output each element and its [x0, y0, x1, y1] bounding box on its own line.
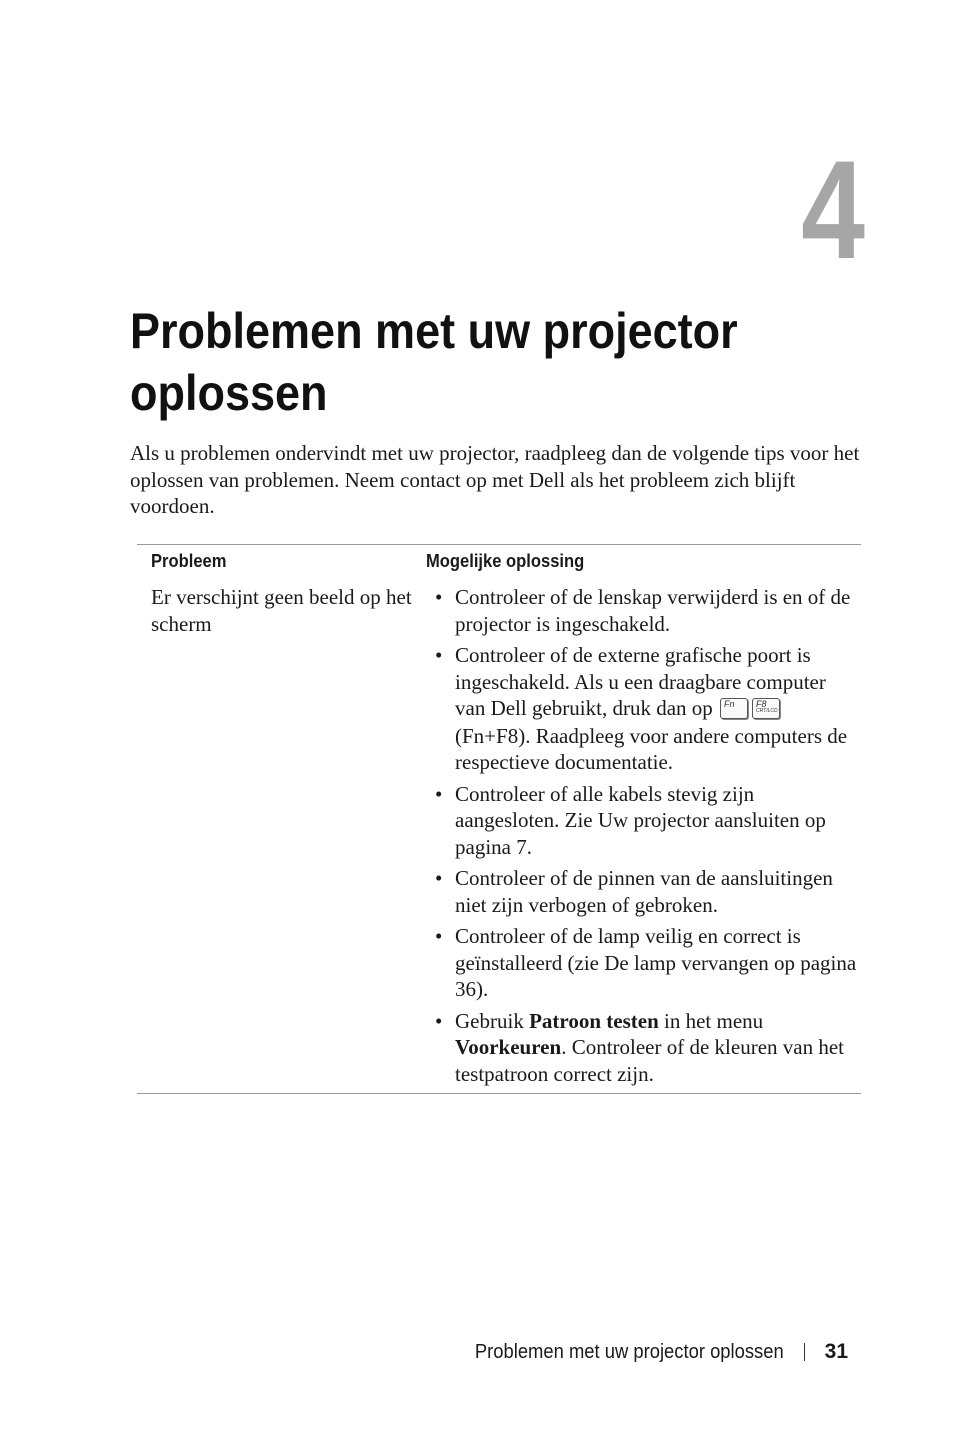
solution-text: (Fn+F8). Raadpleeg voor andere computers de respectieve documentatie.: [455, 723, 848, 775]
footer-separator: [804, 1343, 805, 1361]
table-header: [137, 545, 861, 584]
solution-text: . Controleer of de kleuren van het testpatroon correct zijn.: [455, 1035, 845, 1086]
solution-text: in het menu: [664, 1008, 764, 1033]
chapter-title: Problemen met uw projector oplossen: [130, 303, 738, 421]
fn-key-icon: [720, 698, 748, 719]
solution-text: Controleer of de externe grafische poort is ingeschakeld. Als u een draagbare computer van Dell gebruikt, druk dan op: [455, 643, 826, 720]
chapter-number: 4: [801, 131, 865, 288]
f8-key-label: F8: [756, 698, 767, 709]
solution-item: [435, 642, 861, 776]
solution-item: • Controleer of de lenskap verwijderd is en of de projector is ingeschakeld.: [435, 584, 861, 637]
solution-item: • Controleer of de lamp veilig en correct is geïnstalleerd (zie De lamp vervangen op pagina 36).: [435, 923, 861, 1003]
page-number: 31: [824, 1340, 848, 1363]
troubleshooting-table: [137, 544, 861, 1094]
solution-text: Gebruik: [455, 1008, 524, 1033]
fn-key-label: Fn: [724, 698, 735, 709]
f8-key-icon: [752, 698, 780, 719]
solution-item: • Controleer of alle kabels stevig zijn aangesloten. Zie Uw projector aansluiten op pagina 7.: [435, 781, 861, 861]
header-cell-problem: [137, 550, 426, 584]
menu-option-name: Patroon testen: [529, 1008, 659, 1033]
header-solution: Mogelijke oplossing: [426, 551, 585, 571]
footer-title: Problemen met uw projector oplossen: [474, 1341, 784, 1363]
solution-item: [435, 1008, 861, 1088]
header-cell-solution: [426, 550, 861, 584]
header-problem: Probleem: [151, 551, 227, 571]
page-footer: [0, 1338, 848, 1366]
menu-name: Voorkeuren: [455, 1035, 562, 1060]
table-row: [137, 584, 861, 1087]
solution-cell: [426, 584, 861, 1087]
problem-cell: Er verschijnt geen beeld op het scherm: [151, 585, 412, 636]
f8-key-sublabel: CRT/LCD: [756, 707, 778, 714]
solution-item: • Controleer of de pinnen van de aansluitingen niet zijn verbogen of gebroken.: [435, 865, 861, 918]
intro-paragraph: Als u problemen ondervindt met uw projector, raadpleeg dan de volgende tips voor het oplossen van problemen. Neem contact op met Dell als het probleem zich blijft voordoen.: [130, 441, 860, 518]
solution-list: [426, 584, 861, 1087]
